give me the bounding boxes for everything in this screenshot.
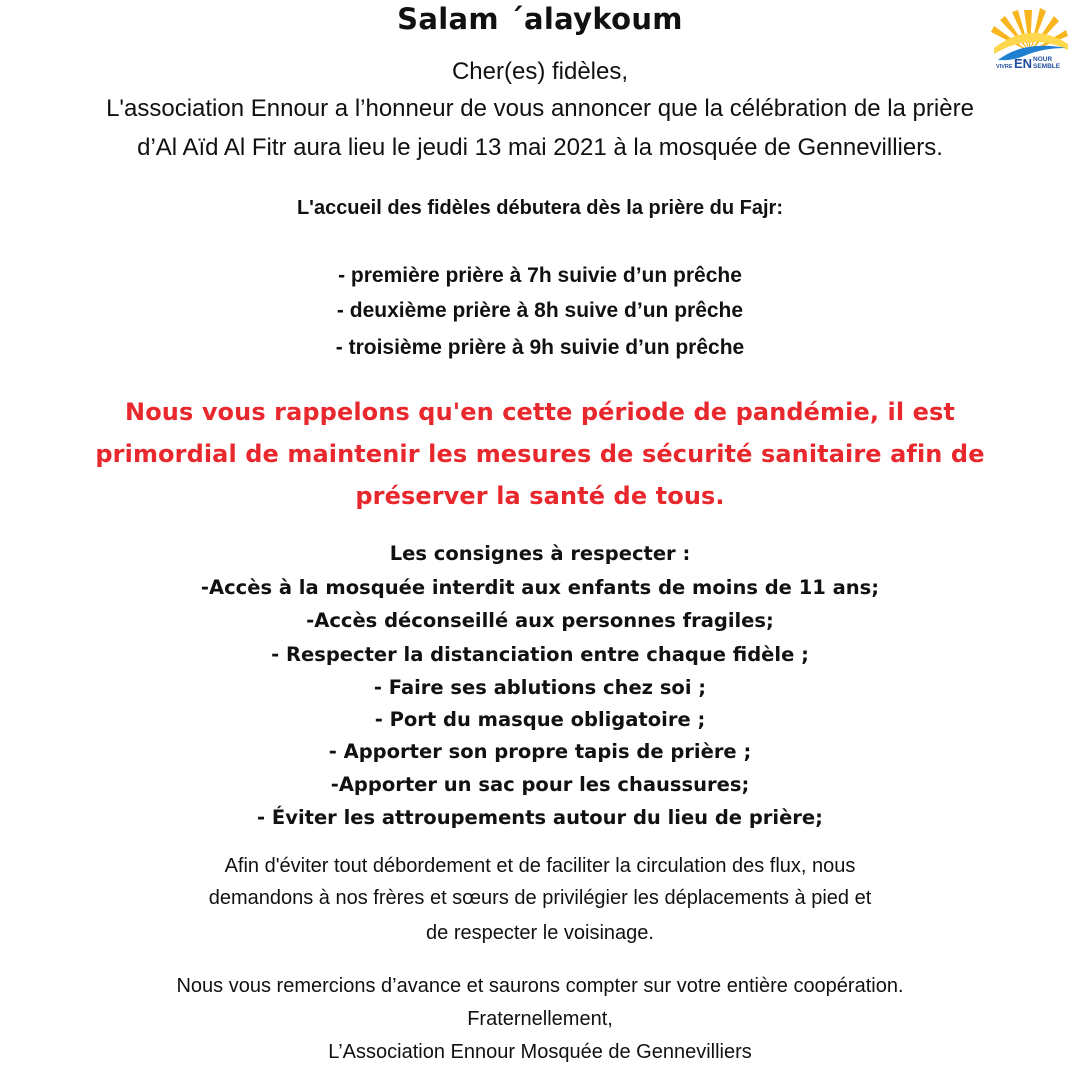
logo-text-main: EN xyxy=(1014,56,1033,71)
schedule-item: - première prière à 7h suivie d’un prêche xyxy=(338,264,742,287)
greeting: Cher(es) fidèles, xyxy=(451,58,629,85)
schedule-item: - troisième prière à 9h suivie d’un prêche xyxy=(335,336,745,359)
intro-line-2: d’Al Aïd Al Fitr aura lieu le jeudi 13 mai 2021 à la mosquée de Gennevilliers. xyxy=(137,134,943,161)
rule-item: - Faire ses ablutions chez soi ; xyxy=(373,676,707,699)
rule-item: - Port du masque obligatoire ; xyxy=(374,708,706,731)
rule-item: -Accès à la mosquée interdit aux enfants de moins de 11 ans; xyxy=(200,576,880,599)
rule-item: - Respecter la distanciation entre chaque fidèle ; xyxy=(271,643,809,666)
circulation-line: Afin d'éviter tout débordement et de faciliter la circulation des flux, nous xyxy=(224,855,856,877)
warning-line: primordial de maintenir les mesures de sécurité sanitaire afin de xyxy=(95,440,985,468)
schedule-item: - deuxième prière à 8h suive d’un prêche xyxy=(336,299,744,322)
intro-line-1: L'association Ennour a l’honneur de vous annoncer que la célébration de la prière xyxy=(106,95,974,122)
warning-line: Nous vous rappelons qu'en cette période de pandémie, il est xyxy=(125,398,955,426)
schedule-heading: L'accueil des fidèles débutera dès la prière du Fajr: xyxy=(296,197,784,219)
rule-item: - Éviter les attroupements autour du lieu de prière; xyxy=(257,806,823,829)
page-title: Salam ´alaykoum xyxy=(397,2,683,36)
rule-item: - Apporter son propre tapis de prière ; xyxy=(328,740,752,763)
thanks-line: Nous vous remercions d’avance et saurons compter sur votre entière coopération. xyxy=(176,975,904,997)
logo-text-right: SEMBLE xyxy=(1033,63,1061,70)
warning-line: préserver la santé de tous. xyxy=(355,482,725,510)
logo-text-left: VIVRE xyxy=(996,64,1013,70)
rule-item: -Accès déconseillé aux personnes fragiles; xyxy=(306,609,774,632)
logo-text-top: NOUR xyxy=(1033,56,1053,63)
circulation-line: de respecter le voisinage. xyxy=(426,922,654,944)
farewell-line: Fraternellement, xyxy=(467,1008,613,1030)
signature-line: L’Association Ennour Mosquée de Gennevilliers xyxy=(328,1041,752,1063)
rules-heading: Les consignes à respecter : xyxy=(389,542,691,565)
rule-item: -Apporter un sac pour les chaussures; xyxy=(330,773,750,796)
circulation-line: demandons à nos frères et sœurs de privilégier les déplacements à pied et xyxy=(208,887,872,909)
